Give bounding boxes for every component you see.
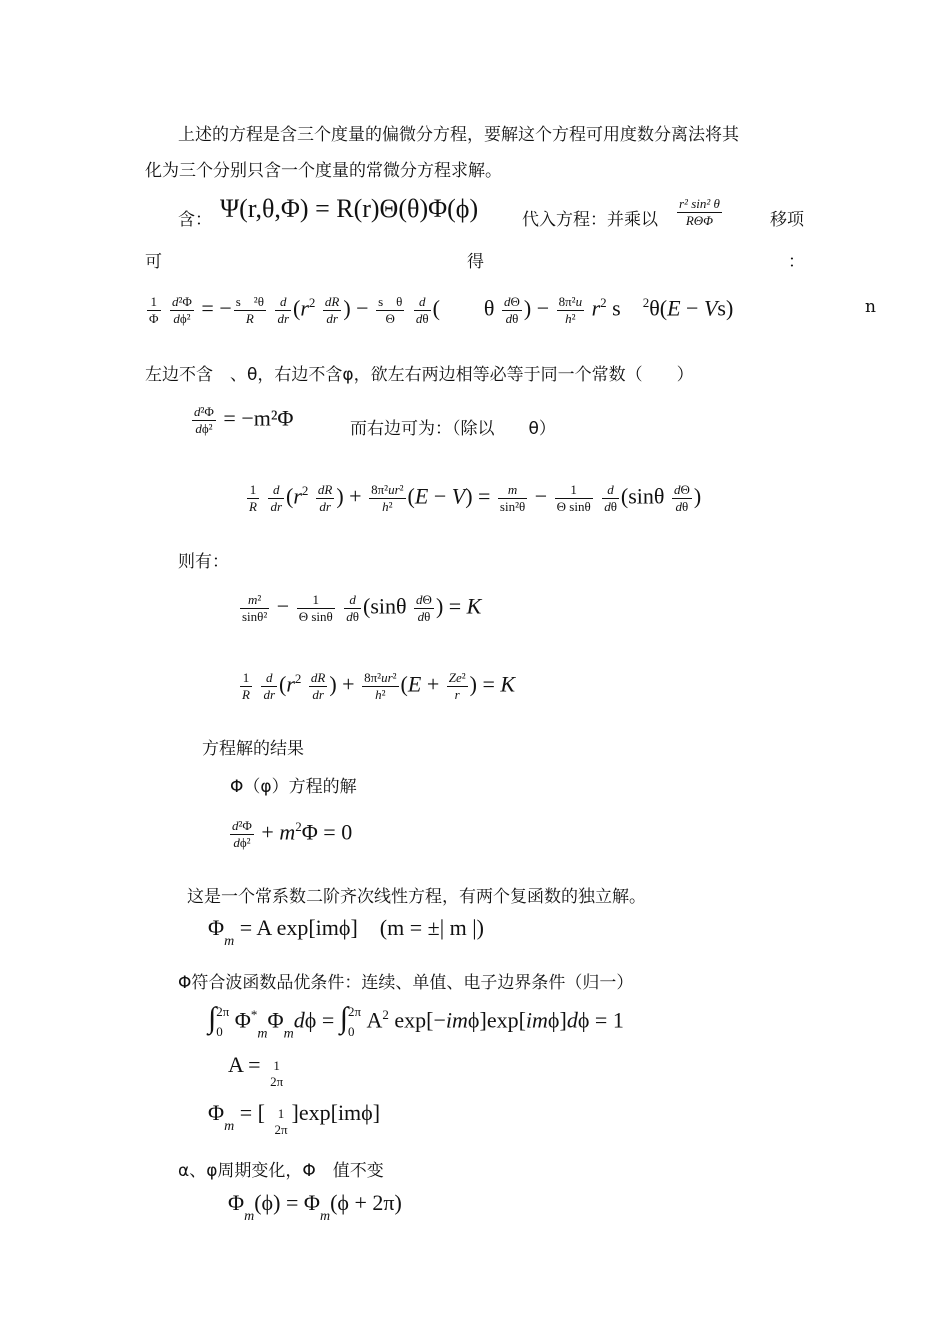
right-side-note: 而右边可为：（除以 θ） bbox=[350, 419, 556, 439]
phi-eq-rhs: = −m²Φ bbox=[223, 405, 294, 431]
separated-equation: $\frac{1}{\Phi}$ $\frac{\text{d²Φ}}{\text{dϕ²}}$ = − $\frac{\text{s ²θ}}{R}$ $\frac{d}{dr}$ ($r^2$ $\frac{dR}{dr}$ ) − $\frac{\text{s θ}}{\Theta}$ $\frac{d}{d\theta}$ ( θ $\frac{d\Theta}{d\theta}$ ) − $\frac{\text{8π²u}}{\text{h²}}$ $r^2$ s $^2$θ(E − Vs) bbox=[149, 293, 734, 326]
radial-equation: $\frac{1}{R}$ $\frac{d}{dr}$ ($r^2$ $\frac{dR}{dr}$ ) + $\frac{\text{8π²ur²}}{\text{h²}}$ (E + $\frac{\text{Ze²}}{r}$ ) = K bbox=[242, 669, 516, 702]
then-have: 则有： bbox=[178, 552, 229, 572]
normalization-constant: A = 1 2π bbox=[228, 1052, 284, 1089]
let-label: 含： bbox=[178, 210, 212, 230]
get-word-1: 可 bbox=[145, 252, 162, 272]
radial-angular-equation: $\frac{1}{R}$ $\frac{d}{dr}$ ($r^2$ $\frac{dR}{dr}$ ) + $\frac{\text{8π²ur²}}{\text{h²}}$ (E − V) = $\frac{m}{\text{sin²θ}}$ − $\frac{1}{\text{Θ sinθ}}$ $\frac{d}{d\theta}$ (sinθ $\frac{d\Theta}{d\theta}$ ) bbox=[249, 481, 702, 514]
intro-line-1: 上述的方程是含三个度量的偏微分方程，要解这个方程可用度数分离法将其 bbox=[178, 125, 739, 145]
get-word-2: 得 bbox=[467, 252, 484, 272]
ode-description: 这是一个常系数二阶齐次线性方程，有两个复函数的独立解。 bbox=[187, 887, 646, 907]
left-right-statement: 左边不含 、θ，右边不含φ，欲左右两边相等必等于同一个常数（ ） bbox=[145, 365, 694, 385]
multiplier-numerator: r² sin² θ bbox=[679, 196, 720, 211]
periodic-equation: $\Phi_m(\phi) = \Phi_m(\phi + 2\pi)$ bbox=[228, 1190, 402, 1224]
phi-ode: $\frac{\text{d²Φ}}{\text{dϕ²}}$ + $m^2\Phi = 0$ bbox=[232, 817, 353, 850]
solution-results-heading: 方程解的结果 bbox=[202, 739, 304, 759]
phi-m-normalized: $\Phi_m$ = [ 1 2π ]exp[imϕ] bbox=[208, 1100, 381, 1137]
conditions-statement: Φ符合波函数品优条件：连续、单值、电子边界条件（归一） bbox=[178, 973, 634, 993]
move-text: 移项 bbox=[770, 210, 804, 230]
stray-n: n bbox=[865, 297, 876, 317]
phi-m-rhs: = A exp[imϕ] (m = ±| m |) bbox=[239, 915, 484, 940]
get-colon: ： bbox=[788, 252, 805, 272]
theta-equation: $\frac{\text{m²}}{\text{sinθ²}}$ − $\frac{1}{\text{Θ sinθ}}$ $\frac{d}{d\theta}$ (sinθ $\frac{d\Theta}{d\theta}$ ) = K bbox=[242, 592, 482, 624]
normalization-integral: ∫2π 0 $\Phi^*_m\Phi_md\phi = \int 2\pi$ 0 $A^2$ exp[−imϕ]exp[imϕ]dϕ = 1 bbox=[208, 1001, 624, 1042]
intro-line-2: 化为三个分别只含一个度量的常微分方程求解。 bbox=[145, 161, 502, 181]
substitute-text: 代入方程：并乘以 bbox=[522, 210, 658, 230]
phi-separated-equation: $\frac{\text{d²Φ}}{\text{dϕ²}}$ = −m²Φ bbox=[194, 404, 294, 436]
periodic-statement: α、φ周期变化，Φ 值不变 bbox=[178, 1161, 384, 1181]
phi-solution-heading: Φ（φ）方程的解 bbox=[230, 777, 357, 797]
multiplier-denominator: RΘΦ bbox=[685, 213, 714, 228]
phi-m-general-solution: $\Phi_m = A$ exp[imϕ] (m = ±| m |) bbox=[208, 915, 484, 949]
multiplier-fraction bbox=[675, 196, 724, 229]
psi-definition: Ψ(r,θ,Φ) = R(r)Θ(θ)Φ(ϕ) bbox=[220, 194, 479, 223]
